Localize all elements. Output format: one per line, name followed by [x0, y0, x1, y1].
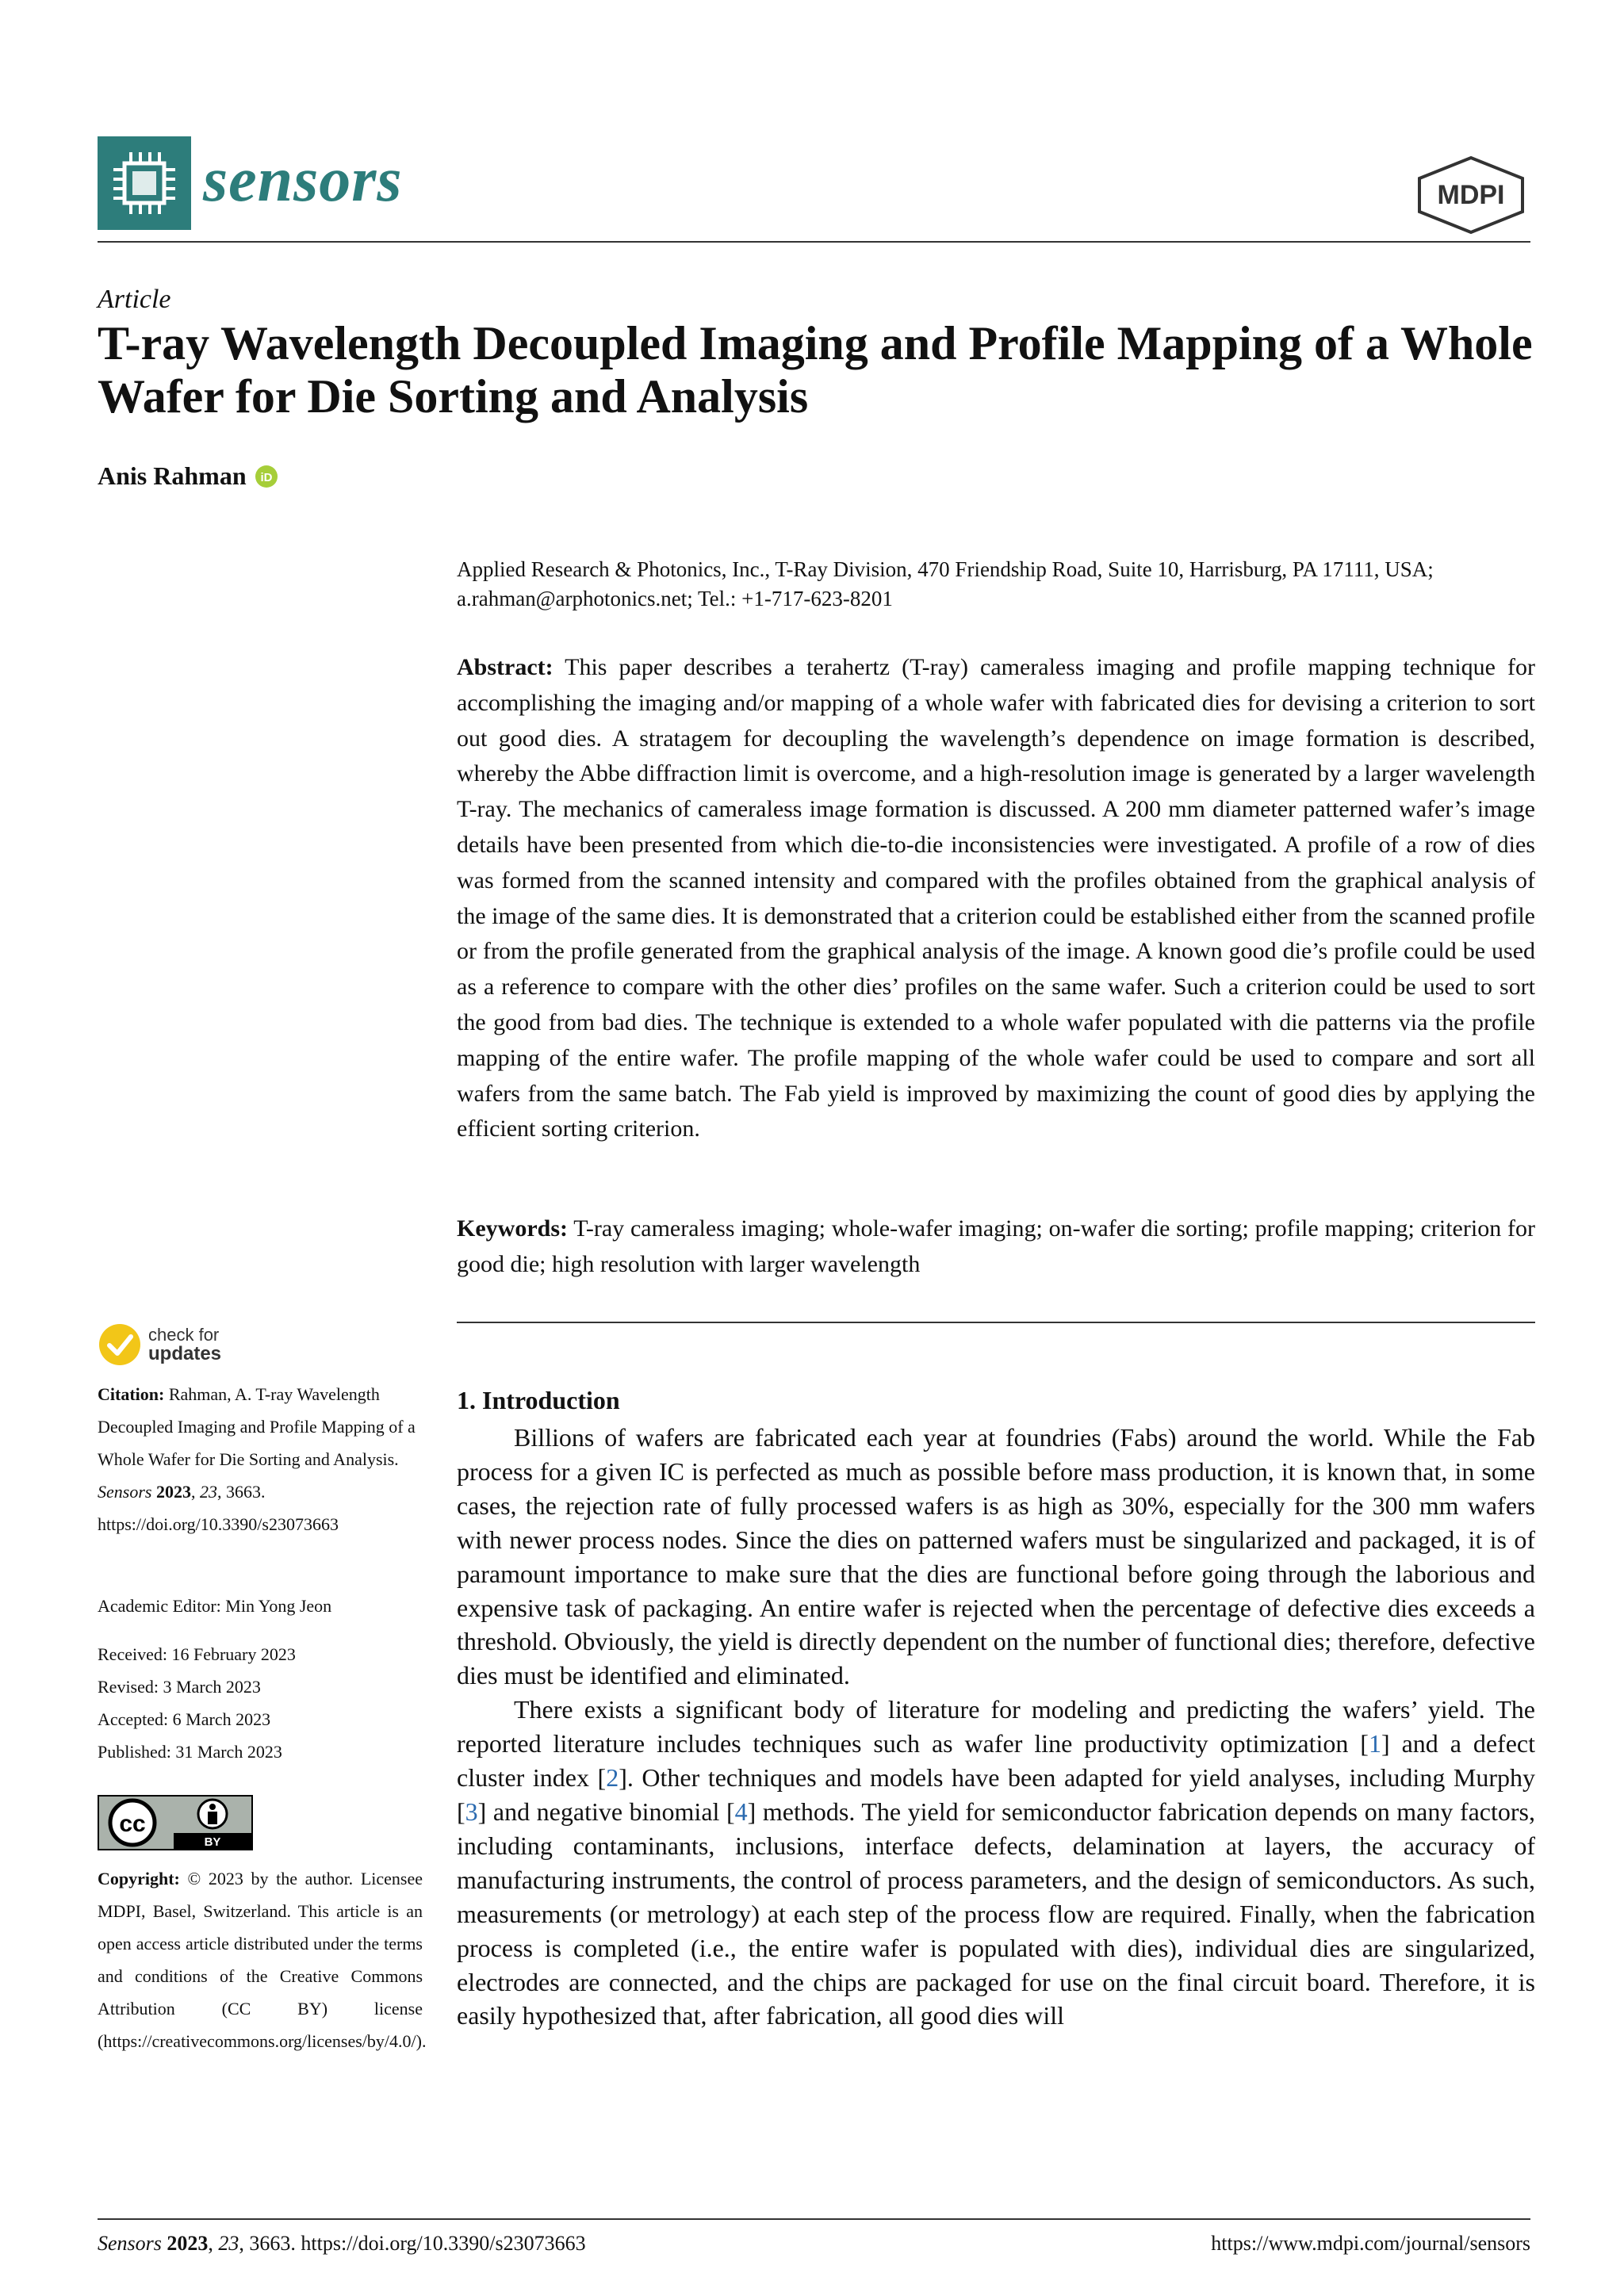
svg-text:iD: iD: [260, 471, 273, 484]
intro-paragraph-1: Billions of wafers are fabricated each year at foundries (Fabs) around the world. While the Fab process for a given IC is perfected as much as possible before mass production, it is known that, in some cases, the rejection rate of fully processed wafers is as high as 30%, especially for the 300 mm wafers with newer process nodes. Since the dies on patterned wafers must be singularized and packaged, it is of paramount importance to make sure that the dies are functional before going through the laborious and expensive task of packaging. An entire wafer is rejected when the percentage of defective dies exceeds a threshold. Obviously, the yield is directly dependent on the number of functional dies; therefore, defective dies must be identified and eliminated.: [457, 1423, 1535, 1690]
footer-citation: Sensors 2023, 23, 3663. https://doi.org/10.3390/s23073663: [98, 2232, 586, 2255]
mdpi-logo-text: MDPI: [1437, 180, 1505, 210]
section-divider: [457, 1322, 1535, 1323]
reference-link[interactable]: 1: [1368, 1729, 1381, 1758]
header-divider: [98, 241, 1530, 243]
reference-link[interactable]: 3: [465, 1797, 478, 1826]
section-heading-introduction: 1. Introduction: [457, 1386, 620, 1414]
journal-name: sensors: [203, 145, 403, 215]
abstract-text: This paper describes a terahertz (T-ray) cameraless imaging and profile mapping technique for accomplishing the imaging and/or mapping of a whole wafer with fabricated dies for devising a criterion to sort out good dies. A stratagem for decoupling the wavelength’s dependence on image formation is described, whereby the Abbe diffraction limit is overcome, and a high-resolution image is generated by a larger wavelength T-ray. The mechanics of cameraless image formation is discussed. A 200 mm diameter patterned wafer’s image details have been presented from which die-to-die inconsistencies were investigated. A profile of a row of dies was formed from the scanned intensity and compared with the profiles obtained from the graphical analysis of the image of the same dies. It is demonstrated that a criterion could be established either from the scanned profile or from the profile generated from the graphical analysis of the image. A known good die’s profile could be used as a reference to compare with the other dies’ profiles on the same wafer. Such a criterion could be used to sort the good from bad dies. The technique is extended to a whole wafer populated with die patterns via the profile mapping of the entire wafer. The profile mapping of the whole wafer could be used to compare and sort all wafers from the same batch. The Fab yield is improved by maximizing the count of good dies by applying the efficient sorting criterion.: [457, 654, 1535, 1142]
footer-doi[interactable]: , 3663. https://doi.org/10.3390/s23073663: [239, 2232, 586, 2255]
introduction-body: [457, 1421, 1535, 2033]
keywords-label: Keywords:: [457, 1215, 568, 1242]
abstract: [457, 650, 1535, 1147]
received-date: Received: 16 February 2023: [98, 1644, 296, 1664]
abstract-label: Abstract:: [457, 654, 553, 680]
journal-logo-icon: [98, 136, 191, 230]
affiliation: Applied Research & Photonics, Inc., T-Ray Division, 470 Friendship Road, Suite 10, Harrisburg, PA 17111, USA; a.rahman@arphotonics.net; Tel.: +1-717-623-8201: [457, 557, 1434, 610]
publication-dates: [98, 1638, 423, 1768]
citation: Citation: Rahman, A. T-ray Wavelength Decoupled Imaging and Profile Mapping of a Whole Wafer for Die Sorting and Analysis. Sensors 2023, 23, 3663. https://doi.org/10.3390/s23073663: [98, 1384, 416, 1534]
revised-date: Revised: 3 March 2023: [98, 1677, 261, 1697]
copyright-text: © 2023 by the author. Licensee MDPI, Basel, Switzerland. This article is an open access article distributed under the terms and conditions of the Creative Commons Attribution (CC BY) license (https://creativecommons.org/licenses/by/4.0/).: [98, 1869, 427, 2051]
citation-year: 2023: [155, 1482, 191, 1502]
reference-link[interactable]: 2: [606, 1763, 619, 1793]
citation-label: Citation:: [98, 1384, 165, 1404]
academic-editor: Academic Editor: Min Yong Jeon: [98, 1596, 332, 1616]
copyright-label: Copyright:: [98, 1869, 180, 1888]
footer-journal-url[interactable]: https://www.mdpi.com/journal/sensors: [1211, 2232, 1530, 2255]
author-name: Anis Rahman: [98, 461, 247, 490]
orcid-icon[interactable]: [255, 464, 278, 488]
keywords-text: T-ray cameraless imaging; whole-wafer imaging; on-wafer die sorting; profile mapping; criterion for good die; high resolution with larger wavelength: [457, 1215, 1535, 1277]
check-updates-icon: [98, 1322, 142, 1367]
article-type: Article: [98, 285, 171, 314]
intro-paragraph-2: There exists a significant body of literature for modeling and predicting the wafers’ yield. The reported literature includes techniques such as wafer line productivity optimization [1] and a defect cluster index [2]. Other techniques and models have been adapted for yield analyses, including Murphy [3] and negative binomial [4] methods. The yield for semiconductor fabrication depends on many factors, including contaminants, inclusions, interface defects, delamination at layers, the accuracy of manufacturing instruments, the control of process parameters, and the design of semiconductors. As such, measurements (or metrology) at each step of the process flow are required. Finally, when the fabrication process is completed (i.e., the entire wafer is populated with dies), individual dies are singularized, electrodes are connected, and the chips are packaged for use on the final circuit board. Therefore, it is easily hypothesized that, after fabrication, all good dies will: [457, 1695, 1536, 2030]
mdpi-logo-icon[interactable]: [1411, 155, 1530, 234]
cc-by-license-icon[interactable]: [98, 1795, 253, 1850]
published-date: Published: 31 March 2023: [98, 1742, 282, 1762]
check-for-updates-badge[interactable]: [98, 1322, 256, 1367]
footer-divider: [98, 2218, 1530, 2220]
check-updates-text: check for updates: [148, 1325, 222, 1364]
citation-text: Rahman, A. T-ray Wavelength Decoupled Imaging and Profile Mapping of a Whole Wafer for Die Sorting and Analysis.: [98, 1384, 416, 1469]
copyright: [98, 1862, 427, 2057]
keywords: [457, 1211, 1535, 1283]
citation-journal: Sensors: [98, 1482, 152, 1502]
author-row: [98, 460, 278, 492]
reference-link[interactable]: 4: [734, 1797, 748, 1826]
svg-text:cc: cc: [119, 1811, 146, 1837]
citation-volume: 23: [199, 1482, 217, 1502]
article-title: T-ray Wavelength Decoupled Imaging and Profile Mapping of a Whole Wafer for Die Sorting and Analysis: [98, 317, 1533, 423]
citation-doi[interactable]: , 3663. https://doi.org/10.3390/s23073663: [98, 1482, 339, 1534]
license-badge-text: BY: [204, 1835, 221, 1849]
accepted-date: Accepted: 6 March 2023: [98, 1709, 271, 1729]
